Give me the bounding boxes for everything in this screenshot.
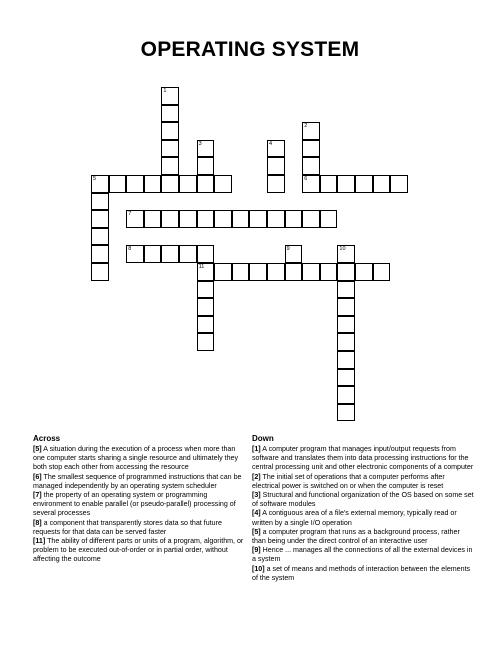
grid-cell[interactable] (91, 193, 109, 211)
grid-cell[interactable] (197, 175, 215, 193)
clue-down-10: [10] a set of means and methods of interaction between the elements of the system (252, 564, 471, 582)
clue-across-7: [7] the property of an operating system or programming environment to enable parallel (or pseudo-parallel) processing of several processes (33, 491, 236, 518)
grid-cell[interactable] (214, 175, 232, 193)
cell-number: 1 (163, 88, 167, 94)
grid-cell[interactable] (267, 140, 285, 158)
grid-cell[interactable] (161, 105, 179, 123)
grid-cell[interactable] (337, 404, 355, 422)
grid-cell[interactable] (337, 351, 355, 369)
grid-cell[interactable] (197, 263, 215, 281)
grid-cell[interactable] (373, 263, 391, 281)
clue-across-8: [8] a component that transparently stores data so that future requests for that data can be served faster (33, 518, 222, 536)
grid-cell[interactable] (285, 245, 303, 263)
grid-cell[interactable] (91, 210, 109, 228)
grid-cell[interactable] (144, 245, 162, 263)
clue-across-6: [6] The smallest sequence of programmed instructions that can be managed independently by an operating system scheduler (33, 472, 242, 490)
grid-cell[interactable] (302, 122, 320, 140)
grid-cell[interactable] (285, 210, 303, 228)
grid-cell[interactable] (214, 210, 232, 228)
grid-cell[interactable] (197, 298, 215, 316)
grid-cell[interactable] (337, 333, 355, 351)
grid-cell[interactable] (337, 245, 355, 263)
across-heading: Across (33, 434, 61, 443)
clue-across-11: [11] The ability of different parts or units of a program, algorithm, or problem to be executed out-of-order or in partial order, without affecting the outcome (33, 537, 244, 564)
grid-cell[interactable] (161, 210, 179, 228)
grid-cell[interactable] (214, 263, 232, 281)
clue-down-3: [3] Structural and functional organization of the OS based on some set of software modules (252, 491, 474, 509)
grid-cell[interactable] (91, 263, 109, 281)
cell-number: 4 (269, 140, 273, 147)
grid-cell[interactable] (302, 210, 320, 228)
clue-down-9: [9] Hence ... manages all the connections of all the external devices in a system (252, 546, 473, 564)
grid-cell[interactable] (337, 175, 355, 193)
grid-cell[interactable] (179, 210, 197, 228)
grid-cell[interactable] (232, 210, 250, 228)
grid-cell[interactable] (267, 210, 285, 228)
grid-cell[interactable] (126, 210, 144, 228)
grid-cell[interactable] (337, 263, 355, 281)
grid-cell[interactable] (161, 140, 179, 158)
grid-cell[interactable] (179, 245, 197, 263)
grid-cell[interactable] (161, 122, 179, 140)
grid-cell[interactable] (302, 140, 320, 158)
cell-number: 8 (128, 246, 132, 253)
cell-number: 6 (304, 176, 308, 182)
grid-cell[interactable] (161, 175, 179, 193)
grid-cell[interactable] (337, 386, 355, 404)
grid-cell[interactable] (302, 263, 320, 281)
grid-cell[interactable] (197, 245, 215, 263)
grid-cell[interactable] (320, 175, 338, 193)
grid-cell[interactable] (144, 175, 162, 193)
grid-cell[interactable] (390, 175, 408, 193)
grid-cell[interactable] (126, 245, 144, 263)
grid-cell[interactable] (161, 87, 179, 105)
clue-down-2: [2] The initial set of operations that a computer performs after electrical power is switched on or when the computer is reset (252, 472, 445, 490)
clue-down-5: [5] a computer program that runs as a background process, rather than being under the direct control of an interactive user (252, 527, 460, 546)
grid-cell[interactable] (197, 140, 215, 158)
grid-cell[interactable] (302, 157, 320, 175)
grid-cell[interactable] (267, 263, 285, 281)
grid-cell[interactable] (197, 333, 215, 351)
grid-cell[interactable] (249, 263, 267, 281)
grid-cell[interactable] (320, 210, 338, 228)
cell-number: 9 (286, 246, 290, 253)
grid-cell[interactable] (302, 175, 320, 193)
grid-cell[interactable] (197, 157, 215, 175)
grid-cell[interactable] (91, 175, 109, 193)
grid-cell[interactable] (267, 157, 285, 175)
page-title: OPERATING SYSTEM (140, 38, 360, 61)
grid-cell[interactable] (337, 298, 355, 316)
clue-across-5: [5] A situation during the execution of a process when more than one computer starts sharing a single resource and ultimately they both stop each other from accessing the resource (33, 445, 239, 472)
across-clues (33, 434, 246, 565)
grid-cell[interactable] (126, 175, 144, 193)
grid-cell[interactable] (337, 281, 355, 299)
grid-cell[interactable] (267, 175, 285, 193)
down-heading: Down (252, 434, 274, 443)
grid-cell[interactable] (337, 369, 355, 387)
cell-number: 10 (339, 246, 346, 253)
clue-down-4: [4] A contiguous area of a file's external memory, typically read or written by a single I/O operation (252, 509, 457, 527)
cell-number: 3 (198, 140, 202, 147)
grid-cell[interactable] (161, 157, 179, 175)
grid-cell[interactable] (197, 316, 215, 334)
grid-cell[interactable] (179, 175, 197, 193)
grid-cell[interactable] (144, 210, 162, 228)
grid-cell[interactable] (161, 245, 179, 263)
grid-cell[interactable] (197, 210, 215, 228)
grid-cell[interactable] (197, 281, 215, 299)
grid-cell[interactable] (355, 263, 373, 281)
clue-down-1: [1] A computer program that manages input/output requests from software and translates them into data processing instructions for the central processing unit and other electronic components of a computer (252, 445, 474, 472)
down-clues (252, 434, 474, 583)
grid-cell[interactable] (373, 175, 391, 193)
grid-cell[interactable] (91, 228, 109, 246)
grid-cell[interactable] (285, 263, 303, 281)
cell-number: 7 (128, 211, 132, 218)
grid-cell[interactable] (337, 316, 355, 334)
grid-cell[interactable] (355, 175, 373, 193)
grid-cell[interactable] (109, 175, 127, 193)
cell-number: 5 (93, 176, 97, 182)
cell-number: 11 (198, 264, 205, 270)
grid-cell[interactable] (249, 210, 267, 228)
grid-cell[interactable] (320, 263, 338, 281)
cell-number: 2 (304, 123, 308, 130)
grid-cell[interactable] (232, 263, 250, 281)
grid-cell[interactable] (91, 245, 109, 263)
